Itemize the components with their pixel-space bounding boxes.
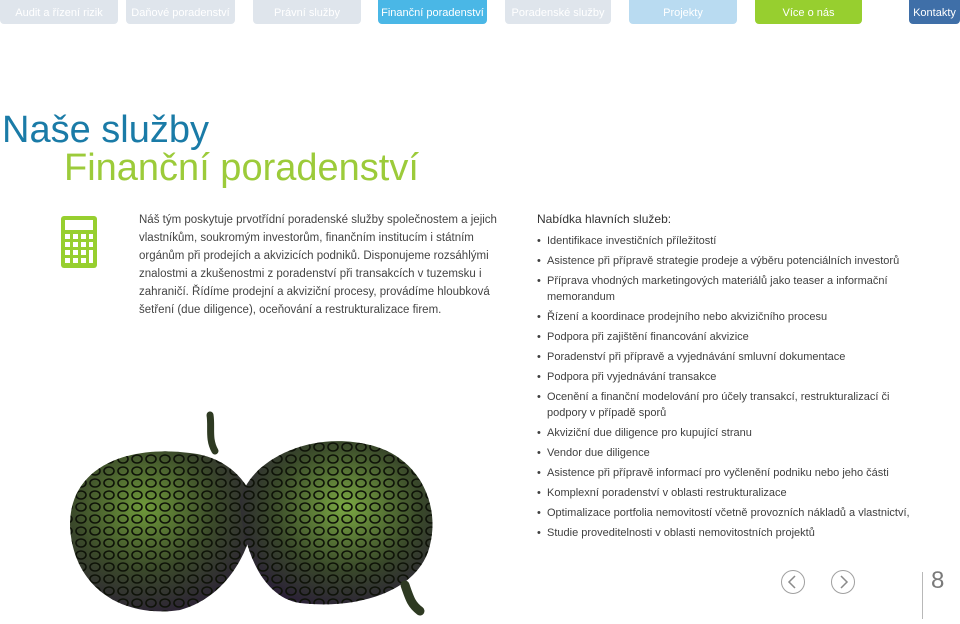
tab-contacts[interactable] [909,0,960,24]
intro-paragraph: Náš tým poskytuje prvotřídní poradenské služby společnostem a jejich vlastníkům, soukromým investorům, finančním institucím i státním orgánům při prodejích a akvizicích podniků. Disponujeme rozsáhlými znalostmi a zkušenostmi z poradenství při transakcích v tuzemsku i zahraničí. Řídíme prodejní a akviziční procesy, provádíme hloubková šetření (due diligence), oceňování a restrukturalizace firem. [139,214,497,316]
bullet-icon: • [537,235,541,247]
service-label: Podpora při zajištění financování akvizice [547,331,749,343]
bullet-icon: • [537,487,541,499]
page-subtitle: Finanční poradenství [64,147,419,189]
list-item [537,505,917,521]
list-item [537,253,917,269]
bullet-icon: • [537,467,541,479]
tab-financial[interactable] [378,0,487,24]
list-item [537,233,917,249]
service-label: Komplexní poradenství v oblasti restrukturalizace [547,487,787,499]
list-item [537,525,917,541]
footer-divider [922,572,923,619]
bullet-icon: • [537,331,541,343]
list-item [537,273,917,305]
list-item [537,389,917,421]
tab-advisory[interactable] [505,0,611,24]
bullet-icon: • [537,447,541,459]
next-page-button[interactable] [831,570,855,594]
tab-legal[interactable] [253,0,361,24]
service-label: Poradenství při přípravě a vyjednávání smluvní dokumentace [547,351,846,363]
list-item [537,369,917,385]
tab-contacts-label: Kontakty [913,7,956,19]
service-label: Ocenění a finanční modelování pro účely transakcí, restrukturalizací či podpory v případě sporů [547,391,890,419]
bullet-icon: • [537,311,541,323]
service-label: Studie proveditelnosti v oblasti nemovitostních projektů [547,527,815,539]
service-label: Asistence při přípravě strategie prodeje a výběru potenciálních investorů [547,255,900,267]
bullet-icon: • [537,427,541,439]
previous-page-button[interactable] [781,570,805,594]
tab-about[interactable] [755,0,862,24]
tab-legal-label: Právní služby [273,7,341,19]
bullet-icon: • [537,351,541,363]
list-item [537,445,917,461]
bullet-icon: • [537,371,541,383]
chevron-right-icon [832,571,854,593]
page-title: Naše služby [2,109,209,151]
tab-audit[interactable] [0,0,118,24]
top-navigation [0,0,960,26]
tab-about-label: Více o nás [782,7,835,19]
list-item [537,485,917,501]
tab-tax[interactable] [126,0,235,24]
service-label: Vendor due diligence [547,447,650,459]
tab-advisory-label: Poradenské služby [511,7,605,19]
service-label: Příprava vhodných marketingových materiálů jako teaser a informační memorandum [547,275,888,303]
service-label: Akviziční due diligence pro kupující stranu [547,427,752,439]
list-item [537,425,917,441]
tab-projects[interactable] [629,0,737,24]
chevron-left-icon [782,571,804,593]
tab-tax-label: Daňové poradenství [131,7,230,19]
calculator-icon [61,216,97,273]
bullet-icon: • [537,275,541,287]
list-item [537,329,917,345]
bullet-icon: • [537,527,541,539]
bullet-icon: • [537,507,541,519]
intro-text-block [139,211,519,319]
tab-audit-label: Audit a řízení rizik [15,7,103,19]
tab-financial-label: Finanční poradenství [381,7,484,19]
service-label: Podpora při vyjednávání transakce [547,371,717,383]
lattice-fruit-illustration [60,405,440,624]
tab-projects-label: Projekty [663,7,703,19]
service-label: Řízení a koordinace prodejního nebo akvizičního procesu [547,311,828,323]
bullet-icon: • [537,255,541,267]
list-item [537,309,917,325]
services-heading: Nabídka hlavních služeb: [537,212,672,226]
service-label: Optimalizace portfolia nemovitostí včetně provozních nákladů a vlastnictví, [547,507,910,519]
list-item [537,349,917,365]
list-item [537,465,917,481]
bullet-icon: • [537,391,541,403]
services-list [537,233,917,545]
page-number: 8 [931,567,945,594]
service-label: Identifikace investičních příležitostí [547,235,717,247]
service-label: Asistence při přípravě informací pro vyčlenění podniku nebo jeho části [547,467,889,479]
